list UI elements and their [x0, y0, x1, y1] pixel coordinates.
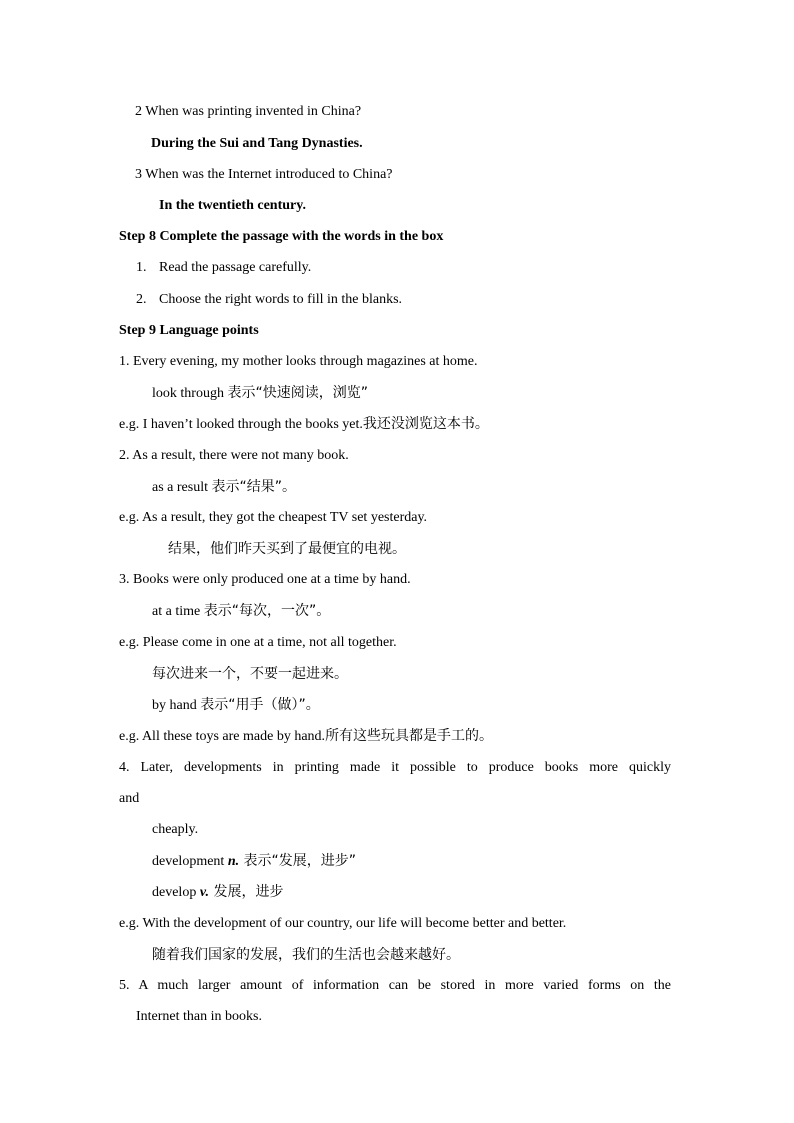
point-4-word-1-pos: n.	[227, 854, 240, 869]
point-1-example-translation: 我还没浏览这本书。	[362, 416, 489, 432]
point-1-example-line	[119, 414, 489, 435]
point-4-word-2-meaning: 发展，进步	[209, 884, 284, 900]
point-1-phrase-meaning: 表示“快速阅读，浏览”	[227, 385, 368, 401]
point-4-example: e.g. With the development of our country, our life will become better and better.	[119, 916, 567, 931]
point-4-word-1: development	[152, 854, 228, 869]
point-5-sentence: 5. A much larger amount of information can be stored in more varied forms on the	[119, 978, 671, 993]
point-1-phrase: look through	[152, 386, 228, 401]
step-8-item-1-text: Read the passage carefully.	[159, 260, 312, 275]
question-2: 2 When was printing invented in China?	[135, 104, 362, 119]
point-2-phrase-line	[152, 477, 296, 498]
point-4-word-2-line	[152, 882, 283, 903]
point-4-sentence-cont-2: cheaply.	[152, 822, 199, 837]
point-3-example-2: e.g. All these toys are made by hand.	[119, 729, 326, 744]
point-4-example-translation: 随着我们国家的发展，我们的生活也会越来越好。	[152, 947, 460, 963]
point-3-phrase-line	[152, 601, 330, 622]
step-8-item-2-number: 2.	[136, 292, 147, 307]
step-8-item-1-number: 1.	[136, 260, 147, 275]
point-2-phrase: as a result	[152, 480, 212, 495]
point-3-phrase-2: by hand	[152, 698, 201, 713]
point-1-example: e.g. I haven’t looked through the books yet.	[119, 417, 363, 432]
point-2-example-translation: 结果，他们昨天买到了最便宜的电视。	[168, 541, 406, 557]
point-2-sentence: 2. As a result, there were not many book.	[119, 448, 349, 463]
point-4-sentence-cont: and	[119, 791, 140, 806]
point-2-example: e.g. As a result, they got the cheapest TV set yesterday.	[119, 510, 428, 525]
point-3-example: e.g. Please come in one at a time, not all together.	[119, 635, 397, 650]
point-3-phrase-2-meaning: 表示“用手（做）”。	[200, 697, 320, 713]
point-1-phrase-line	[152, 383, 368, 404]
point-4-word-1-meaning: 表示“发展，进步”	[239, 853, 357, 869]
step-9-heading: Step 9 Language points	[119, 323, 259, 338]
point-3-phrase: at a time	[152, 604, 204, 619]
point-3-example-2-translation: 所有这些玩具都是手工的。	[325, 728, 494, 744]
answer-2: During the Sui and Tang Dynasties.	[151, 136, 363, 151]
point-3-phrase-2-line	[152, 695, 320, 716]
point-5-sentence-cont: Internet than in books.	[136, 1009, 262, 1024]
point-4-word-2: develop	[152, 885, 200, 900]
point-3-example-2-line	[119, 726, 493, 747]
step-8-heading: Step 8 Complete the passage with the words in the box	[119, 229, 444, 244]
point-4-sentence: 4. Later, developments in printing made it possible to produce books more quickly	[119, 760, 671, 775]
answer-3: In the twentieth century.	[159, 198, 306, 213]
point-1-sentence: 1. Every evening, my mother looks through magazines at home.	[119, 354, 478, 369]
step-8-item-2-text: Choose the right words to fill in the blanks.	[159, 292, 403, 307]
point-3-sentence: 3. Books were only produced one at a time by hand.	[119, 572, 411, 587]
point-3-phrase-meaning: 表示“每次，一次”。	[203, 603, 331, 619]
point-2-phrase-meaning: 表示“结果”。	[211, 479, 296, 495]
point-3-example-translation: 每次进来一个，不要一起进来。	[152, 666, 348, 682]
point-4-word-2-pos: v.	[199, 885, 210, 900]
point-4-word-1-line	[152, 851, 356, 872]
question-3: 3 When was the Internet introduced to China?	[135, 167, 393, 182]
